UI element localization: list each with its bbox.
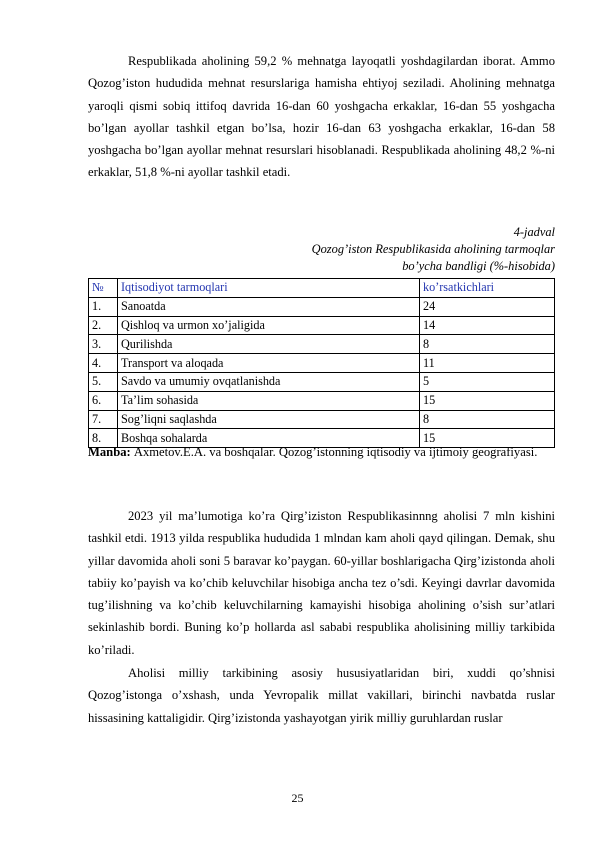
row-number: 2. [89,316,118,335]
header-number: № [89,279,118,298]
employment-table [88,278,555,448]
row-number: 5. [89,372,118,391]
row-number: 4. [89,354,118,373]
row-sector: Sog’liqni saqlashda [118,410,420,429]
table-header-row [89,279,555,298]
table-title-line1: Qozog’iston Respublikasida aholining tarmoqlar [311,242,555,256]
row-sector: Savdo va umumiy ovqatlanishda [118,372,420,391]
paragraph-labor-resources: Respublikada aholining 59,2 % mehnatga layoqatli yoshdagilardan iborat. Ammo Qozog’iston hududida mehnat resurslariga hamisha ehtiyoj seziladi. Aholining mehnatga yaroqli qismi sobiq ittifoq davrida 16-dan 60 yoshgacha erkaklar, 16-dan 55 yoshgacha bo’lgan ayollar tashkil etgan bo’lsa, hozir 16-dan 63 yoshgacha erkaklar, 16-dan 58 yoshgacha bo’lgan ayollar mehnat resurslari hisoblanadi. Respublikada aholining 48,2 %-ni erkaklar, 51,8 %-ni ayollar tashkil etadi. [88,54,555,180]
header-indicator: ko’rsatkichlari [420,279,555,298]
row-number: 8. [89,429,118,448]
table-row [89,391,555,410]
table-number: 4-jadval [513,225,555,239]
row-sector: Qurilishda [118,335,420,354]
row-value: 5 [420,372,555,391]
row-sector: Boshqa sohalarda [118,429,420,448]
row-value: 15 [420,429,555,448]
row-number: 3. [89,335,118,354]
row-number: 1. [89,297,118,316]
source-text: Axmetov.E.A. va boshqalar. Qozog’istonning iqtisodiy va ijtimoiy geografiyasi. [133,445,538,459]
table-title-line2: bo’ycha bandligi (%-hisobida) [402,259,555,273]
row-sector: Qishloq va urmon xo’jaligida [118,316,420,335]
row-number: 7. [89,410,118,429]
row-value: 11 [420,354,555,373]
paragraph-national-composition: Aholisi milliy tarkibining asosiy hususiyatlaridan biri, xuddi qo’shnisi Qozog’istonga o’xshash, unda Yevropalik millat vakillari, birinchi navbatda ruslar hissasining kattaligidir. Qirg’izistonda yashayotgan yirik milliy guruhlardan ruslar [88,666,555,725]
table-row [89,354,555,373]
table-row [89,316,555,335]
row-sector: Transport va aloqada [118,354,420,373]
table-row [89,297,555,316]
row-value: 8 [420,410,555,429]
row-number: 6. [89,391,118,410]
row-value: 8 [420,335,555,354]
row-value: 14 [420,316,555,335]
row-sector: Sanoatda [118,297,420,316]
row-sector: Ta’lim sohasida [118,391,420,410]
table-row [89,410,555,429]
table-row [89,372,555,391]
table-source [88,441,555,463]
page-number: 25 [291,791,304,805]
header-sector: Iqtisodiyot tarmoqlari [118,279,420,298]
paragraph-kyrgyzstan-population: 2023 yil ma’lumotiga ko’ra Qirg’iziston Respublikasinnng aholisi 7 mln kishini tashkil etdi. 1913 yilda respublika hududida 1 mlndan kam aholi qayd qilingan. Demak, shu yillar davomida aholi soni 5 baravar ko’paygan. 60-yillar boshlarigacha Qirg’izistonda aholi tabiiy ko’payish va ko’chib keluvchilar hisobiga ancha tez o’sdi. Keyingi davrlar davomida tug’ilishning va ko’chib keluvchilarning kamayishi hisobiga aholining o’sish sur’atlari sekinlashib bordi. Buning ko’p hollarda asl sababi respublika aholisining milliy tarkibida ko’riladi. [88,509,555,657]
table-row [89,335,555,354]
row-value: 24 [420,297,555,316]
source-label: Manba: [88,445,131,459]
row-value: 15 [420,391,555,410]
